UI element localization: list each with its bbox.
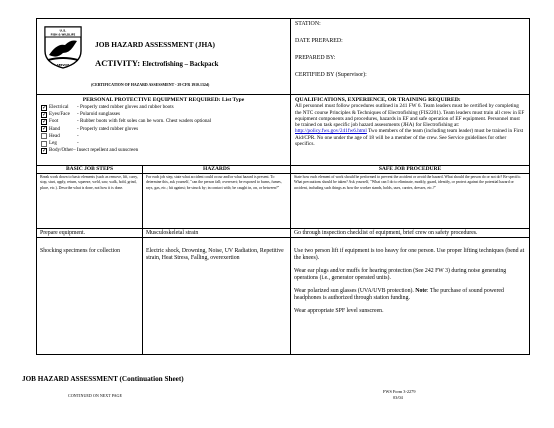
- safe-1: Go through inspection checklist of equipment, brief crew on safety procedures.: [291, 230, 529, 238]
- hazard-1: Musculoskeletal strain: [143, 230, 290, 238]
- form-number: [383, 389, 415, 401]
- step-1: Prepare equipment.: [37, 230, 142, 238]
- ppe-item-electrical: [41, 104, 286, 111]
- safe-column-header: [291, 166, 529, 228]
- ppe-value: - Properly rated rubber gloves and rubber boots: [77, 104, 174, 110]
- qualifications: [291, 95, 529, 165]
- ppe-name: Body/Other: [49, 147, 74, 154]
- activity-value: Electrofishing – Backpack: [142, 61, 219, 68]
- ppe-name: Leg: [49, 140, 57, 147]
- logo-text-mid: FISH & WILDLIFE: [50, 33, 76, 37]
- ppe-name: Electrical: [49, 104, 69, 110]
- date-prepared-field[interactable]: DATE PREPARED:: [295, 38, 343, 44]
- checkbox-foot[interactable]: ✓: [42, 117, 48, 125]
- jha-form: [36, 18, 530, 355]
- safe-desc: State how each element of work should be performed to prevent the accident or avoid the hazard. What should the person do or not do? Be specific. What precautions should be taken? Ask yourself, "What can I do to eliminate, modify, guard, identify, or protect against the potential hazard or accident, including such things as how the worker stands, holds, uses, carries, dresses, etc.?": [294, 175, 522, 190]
- header-left: [37, 19, 291, 94]
- checkbox-head[interactable]: [41, 133, 47, 139]
- continuation-title: JOB HAZARD ASSESSMENT (Continuation Sheet): [22, 375, 184, 383]
- ppe-value: -: [77, 132, 79, 139]
- ppe-value: - Rubber boots with felt soles can be worn. Chest waders optional: [77, 118, 212, 125]
- logo-text-top: U.S.: [59, 28, 67, 33]
- certification-note: (CERTIFICATION OF HAZARD ASSESSMENT - 29 CFR 1910.132d): [91, 83, 210, 87]
- safe-2c-prefix: Wear polarized sun glasses (UVA/UVB protection).: [294, 288, 414, 294]
- fws-logo-icon: [43, 25, 83, 69]
- continued-note: CONTINUED ON NEXT PAGE: [68, 393, 123, 398]
- job-steps-table: [37, 229, 529, 354]
- qualifications-title: QUALIFICATIONS, EXPERIENCE, OR TRAINING REQUIRED:: [295, 97, 461, 103]
- column-headers: [37, 166, 529, 229]
- form-header: [37, 19, 529, 95]
- ppe-value: - Properly rated rubber gloves: [77, 125, 139, 132]
- logo-text-bottom: SERVICE: [56, 64, 70, 67]
- safe-2c: [294, 288, 526, 302]
- ppe-name: Foot: [49, 118, 59, 125]
- hazards-column-header: [143, 166, 291, 228]
- activity: [95, 58, 218, 68]
- ppe-name: Eyes/Face: [49, 111, 70, 118]
- checkbox-body[interactable]: ✓: [42, 146, 48, 154]
- hazards-head: HAZARDS: [143, 166, 290, 174]
- certified-by-field[interactable]: CERTIFIED BY (Supervisor):: [295, 72, 367, 78]
- checkbox-eyes[interactable]: ✓: [42, 110, 48, 118]
- steps-column: [37, 229, 143, 354]
- ppe-item-body: [41, 147, 286, 154]
- ppe-value: -: [77, 140, 79, 147]
- hazards-desc: For each job step, state what accident could occur and/or what hazard is present. To determine this, ask yourself, "can the person fall; overexert; be exposed to burns, fumes, rays, gas, etc.; hit against; be struck by; in contact with; be caught in, on, or between?": [146, 175, 282, 190]
- ppe-name: Hand: [49, 125, 61, 132]
- activity-label: ACTIVITY:: [95, 58, 141, 68]
- steps-head: BASIC JOB STEPS: [37, 166, 142, 174]
- safe-2c-suffix: : The purchase of sound powered headphones is authorized through station funding.: [294, 288, 504, 301]
- form-title: JOB HAZARD ASSESSMENT (JHA): [95, 40, 215, 49]
- ppe-title: PERSONAL PROTECTIVE EQUIPMENT REQUIRED: List Type: [82, 97, 245, 103]
- safe-2d: Wear appropriate SPF level sunscreen.: [294, 308, 384, 314]
- safe-2b: Wear ear plugs and/or muffs for hearing protection (See 242 FW 3) during noise generating operations (i.e., generator operated units).: [294, 268, 507, 281]
- safe-2a: Use two person lift if equipment is too heavy for one person. Use proper lifting techniques (bend at the knees).: [294, 248, 525, 261]
- policy-link[interactable]: http://policy.fws.gov/241fw6.html: [295, 128, 367, 135]
- qualifications-text: All personnel must follow procedures outlined in 241 FW 6. Team leaders must be certified by completing the NTC course Principles & Techniques of Electrofishing (FIS2201). Team leaders must train all crew in EF equipment components and procedures, hazards in EF and safe operation of EF equipment. Personnel must be trained on task specific job hazard assessments (JHA) for Electrofishing at:: [295, 103, 525, 129]
- form-date: 03/04: [393, 395, 403, 400]
- ppe-item-hand: [41, 126, 286, 133]
- safe-procedure-column: [291, 229, 529, 354]
- step-2: Shocking specimens for collection: [40, 248, 121, 254]
- safe-2c-note: Note: [415, 288, 427, 294]
- ppe-value: – Insect repellent and sunscreen: [73, 147, 139, 154]
- steps-column-header: [37, 166, 143, 228]
- ppe-section: [37, 95, 529, 166]
- header-right: [291, 19, 529, 94]
- checkbox-leg[interactable]: [41, 141, 47, 147]
- steps-desc: Break work down to basic elements (such as remove, lift, carry, stop, start, apply, return, squeeze, weld, saw, walk, hold, grind, place, etc.). Describe what is done, not how it is done.: [40, 175, 138, 190]
- hazard-2: Electric shock, Drowning, Noise, UV Radiation, Repetitive strain, Heat Stress, Falling, overexertion: [146, 248, 284, 261]
- form-number-text: FWS Form 3-2279: [383, 389, 416, 394]
- station-field[interactable]: STATION:: [295, 21, 321, 27]
- hazards-column: [143, 229, 291, 354]
- checkbox-electrical[interactable]: ✓: [42, 103, 48, 111]
- qualifications-text-continued: Two members of the team (including team leader) must be trained in First Aid/CPR. No one under the age of 18 will be a member of the crew. See Service guidelines for other specifics.: [295, 128, 524, 148]
- ppe-name: Head: [49, 132, 60, 139]
- ppe-item-head: [41, 133, 286, 140]
- safe-head: SAFE JOB PROCEDURE: [291, 166, 529, 174]
- ppe-item-leg: [41, 140, 286, 147]
- checkbox-hand[interactable]: ✓: [42, 125, 48, 133]
- ppe-item-foot: [41, 118, 286, 125]
- ppe-list: [37, 95, 291, 165]
- prepared-by-field[interactable]: PREPARED BY:: [295, 55, 336, 61]
- ppe-value: - Polaroid sunglasses: [77, 111, 121, 118]
